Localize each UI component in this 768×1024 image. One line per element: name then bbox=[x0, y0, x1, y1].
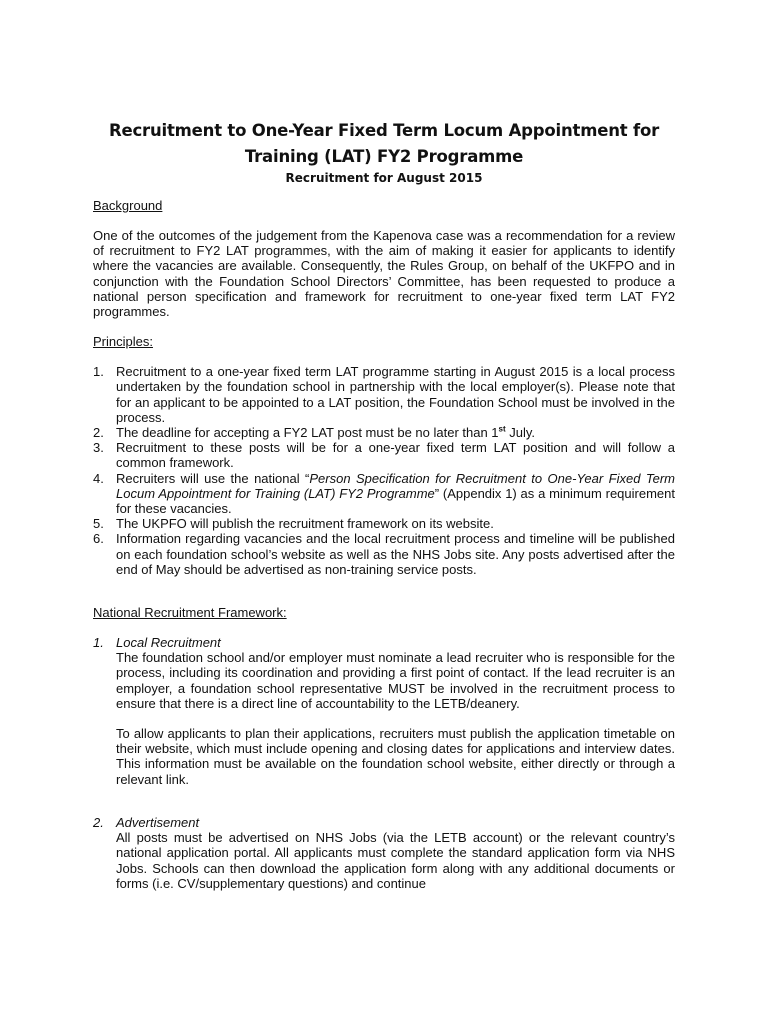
principle-item-4 bbox=[93, 471, 675, 517]
background-heading: Background bbox=[93, 198, 163, 213]
document-title: Recruitment to One-Year Fixed Term Locum Appointment for Training (LAT) FY2 Programme bbox=[108, 121, 660, 166]
background-text: One of the outcomes of the judgement from the Kapenova case was a recommendation for a review of recruitment to FY2 LAT programmes, with the aim of making it easier for applicants to identify where the vacancies are available. Consequently, the Rules Group, on behalf of the UKFPO and in conjunction with the Foundation School Directors’ Committee, has been requested to produce a national person specification and framework for recruitment to one-year fixed term LAT FY2 programmes. bbox=[93, 228, 675, 320]
principle-text-end: ” (Appendix 1) as a minimum requirement for these vacancies. bbox=[116, 485, 675, 517]
principle-number: 3. bbox=[93, 440, 104, 456]
principle-number: 4. bbox=[93, 470, 104, 486]
section-number: 2. bbox=[93, 814, 104, 830]
section-paragraph: The foundation school and/or employer must nominate a lead recruiter who is responsible for the process, including its coordination and providing a first point of contact. If the lead recruiter is an employer, a foundation school representative MUST be involved in the recruitment process to ensure that there is a direct line of accountability to the LETB/deanery. bbox=[116, 650, 675, 711]
principle-item-6 bbox=[93, 531, 675, 577]
principles-list bbox=[93, 364, 675, 577]
principle-item-3 bbox=[93, 440, 675, 470]
section-paragraph: All posts must be advertised on NHS Jobs (via the LETB account) or the relevant country’s national application portal. All applicants must complete the standard application form via NHS Jobs. Schools can then download the application form along with any additional documents or forms (i.e. CV/supplementary questions) and continue bbox=[116, 830, 675, 891]
principle-item-2 bbox=[93, 425, 675, 440]
section-title: Local Recruitment bbox=[116, 635, 221, 651]
principle-number: 1. bbox=[93, 364, 104, 380]
person-specification-title: Person Specification for Recruitment to One-Year Fixed Term Locum Appointment for Training (LAT) FY2 Programme bbox=[116, 470, 675, 501]
principle-item-1 bbox=[93, 364, 675, 425]
principle-text: Recruitment to these posts will be for a one-year fixed term LAT position and will follow a common framework. bbox=[116, 440, 675, 471]
document-subtitle: Recruitment for August 2015 bbox=[285, 171, 483, 185]
principle-text: The UKPFO will publish the recruitment framework on its website. bbox=[116, 516, 494, 532]
document-page bbox=[93, 118, 675, 919]
section-number: 1. bbox=[93, 635, 104, 651]
principle-text-end: July. bbox=[505, 425, 536, 441]
principle-text: Information regarding vacancies and the local recruitment process and timeline will be published on each foundation school’s website as well as the NHS Jobs site. Any posts advertised after the end of May should be advertised as non-training service posts. bbox=[116, 531, 675, 577]
principle-text: Recruitment to a one-year fixed term LAT programme starting in August 2015 is a local process undertaken by the foundation school in partnership with the local employer(s). Please note that for an applicant to be appointed to a LAT position, the Foundation School must be involved in the process. bbox=[116, 364, 675, 425]
principle-text: Recruiters will use the national “ bbox=[116, 470, 310, 486]
framework-heading: National Recruitment Framework: bbox=[93, 605, 287, 621]
principles-heading: Principles: bbox=[93, 334, 153, 350]
section-title: Advertisement bbox=[116, 814, 200, 830]
principle-text: The deadline for accepting a FY2 LAT post must be no later than 1 bbox=[116, 425, 499, 441]
principle-number: 6. bbox=[93, 531, 104, 547]
principle-number: 5. bbox=[93, 516, 104, 532]
principle-number: 2. bbox=[93, 425, 104, 441]
framework-section-advertisement bbox=[93, 815, 675, 891]
framework-section-local-recruitment bbox=[93, 635, 675, 787]
principle-item-5 bbox=[93, 516, 675, 531]
section-paragraph: To allow applicants to plan their applications, recruiters must publish the application timetable on their website, which must include opening and closing dates for applications and interview dates. This information must be available on the foundation school website, either directly or through a relevant link. bbox=[116, 726, 675, 787]
ordinal-suffix: st bbox=[498, 424, 506, 434]
